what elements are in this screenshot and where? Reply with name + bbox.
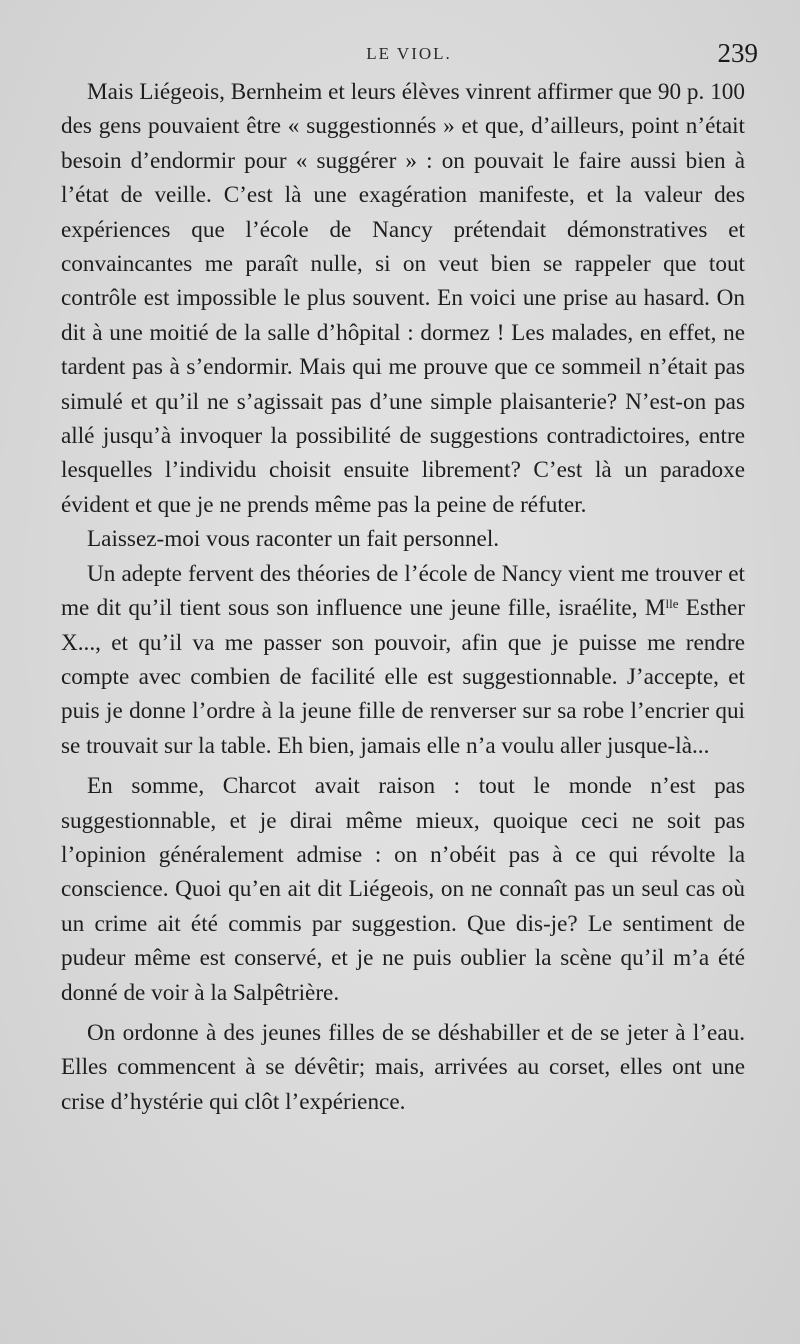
honorific-abbreviation: $M^{lle}$: [644, 595, 679, 622]
honorific-superscript: lle: [665, 596, 679, 612]
paragraph-text: Un adepte fervent des théories de l’école de Nancy vient me trouver et me dit qu’il tient sous son influence une jeune fille, israélite,: [61, 560, 745, 622]
page-number: 239: [717, 38, 758, 68]
paragraph-text: Esther X..., et qu’il va me passer son pouvoir, afin que je puisse me rendre compte avec combien de facilité elle est suggestionnable. J’accepte, et puis je donne l’ordre à la jeune fille de renverser sur sa robe l’encrier qui se trouvait sur la table. Eh bien, jamais elle n’a voulu aller jusque-là...: [61, 595, 746, 759]
paragraph: Laissez-moi vous raconter un fait personnel.: [87, 526, 500, 553]
body-text: [61, 75, 745, 1119]
paragraph: On ordonne à des jeunes filles de se déshabiller et de se jeter à l’eau. Elles commencent à se dévêtir; mais, arrivées au corset, elles ont une crise d’hystérie qui clôt l’expérience.: [61, 1019, 745, 1115]
paragraph: Mais Liégeois, Bernheim et leurs élèves vinrent affirmer que 90 p. 100 des gens pouvaient être « suggestionnés » et que, d’ailleurs, point n’était besoin d’endormir pour « suggérer » : on pouvait le faire aussi bien à l’état de veille. C’est là une exagération manifeste, et la valeur des expériences que l’école de Nancy prétendait démonstratives et convaincantes me paraît nulle, si on veut bien se rappeler que tout contrôle est impossible le plus souvent. En voici une prise au hasard. On dit à une moitié de la salle d’hôpital : dormez ! Les malades, en effet, ne tardent pas à s’endormir. Mais qui me prouve que ce sommeil n’était pas simulé et qu’il ne s’agissait pas d’une simple plaisanterie? N’est-on pas allé jusqu’à invoquer la possibilité de suggestions contradictoires, entre lesquelles l’individu choisit ensuite librement? C’est là un paradoxe évident et que je ne prends même pas la peine de réfuter.: [61, 79, 745, 518]
running-head: [60, 38, 758, 68]
running-title: LE VIOL.: [366, 44, 452, 63]
paragraph: En somme, Charcot avait raison : tout le monde n’est pas suggestionnable, et je dirai même mieux, quoique ceci ne soit pas l’opinion généralement admise : on n’obéit pas à ce qui révolte la conscience. Quoi qu’en ait dit Liégeois, on ne connaît pas un seul cas où un crime ait été commis par suggestion. Que dis-je? Le sentiment de pudeur même est conservé, et je ne puis oublier la scène qu’il m’a été donné de voir à la Salpêtrière.: [61, 773, 745, 1006]
paragraph: [61, 557, 745, 763]
